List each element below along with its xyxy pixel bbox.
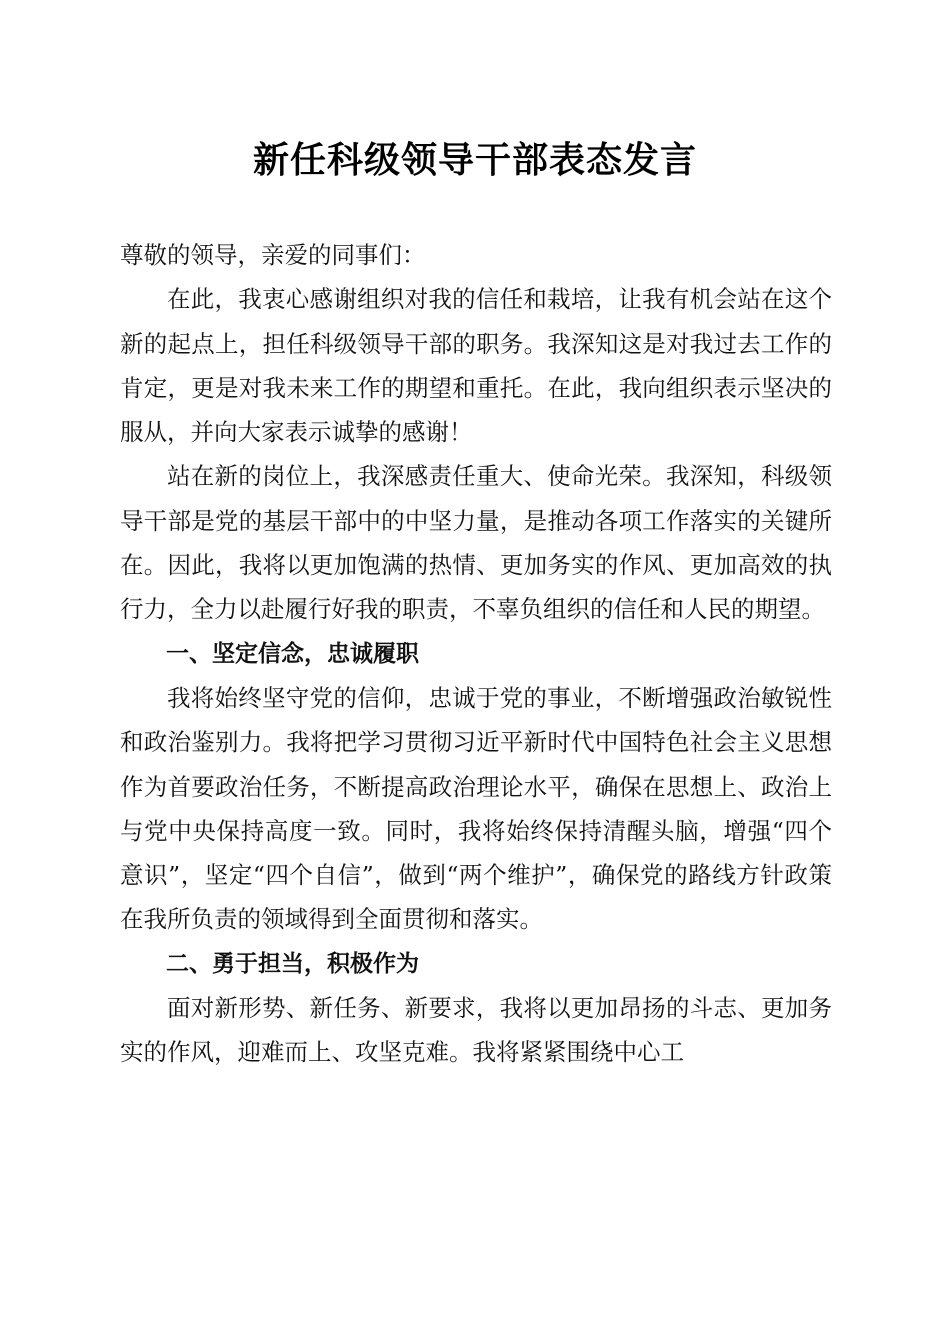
section-body-1: 我将始终坚守党的信仰，忠诚于党的事业，不断增强政治敏锐性和政治鉴别力。我将把学习贯彻习近平新时代中国特色社会主义思想作为首要政治任务，不断提高政治理论水平，确保在思想上、政治上与党中央保持高度一致。同时，我将始终保持清醒头脑，增强“四个意识”，坚定“四个自信”，做到“两个维护”，确保党的路线方针政策在我所负责的领域得到全面贯彻和落实。 <box>120 683 832 934</box>
section-body-2: 面对新形势、新任务、新要求，我将以更加昂扬的斗志、更加务实的作风，迎难而上、攻坚克难。我将紧紧围绕中心工 <box>120 994 832 1067</box>
document-title: 新任科级领导干部表态发言 <box>252 139 697 181</box>
section-heading-1: 一、坚定信念，忠诚履职 <box>166 640 419 667</box>
section-heading-2: 二、勇于担当，积极作为 <box>166 950 419 977</box>
paragraph-gratitude: 在此，我衷心感谢组织对我的信任和栽培，让我有机会站在这个新的起点上，担任科级领导干部的职务。我深知这是对我过去工作的肯定，更是对我未来工作的期望和重托。在此，我向组织表示坚决的服从，并向大家表示诚挚的感谢！ <box>120 285 832 447</box>
salutation: 尊敬的领导，亲爱的同事们： <box>120 241 426 269</box>
paragraph-responsibility: 站在新的岗位上，我深感责任重大、使命光荣。我深知，科级领导干部是党的基层干部中的中坚力量，是推动各项工作落实的关键所在。因此，我将以更加饱满的热情、更加务实的作风、更加高效的执行力，全力以赴履行好我的职责，不辜负组织的信任和人民的期望。 <box>120 462 832 624</box>
document-body <box>120 233 832 1075</box>
